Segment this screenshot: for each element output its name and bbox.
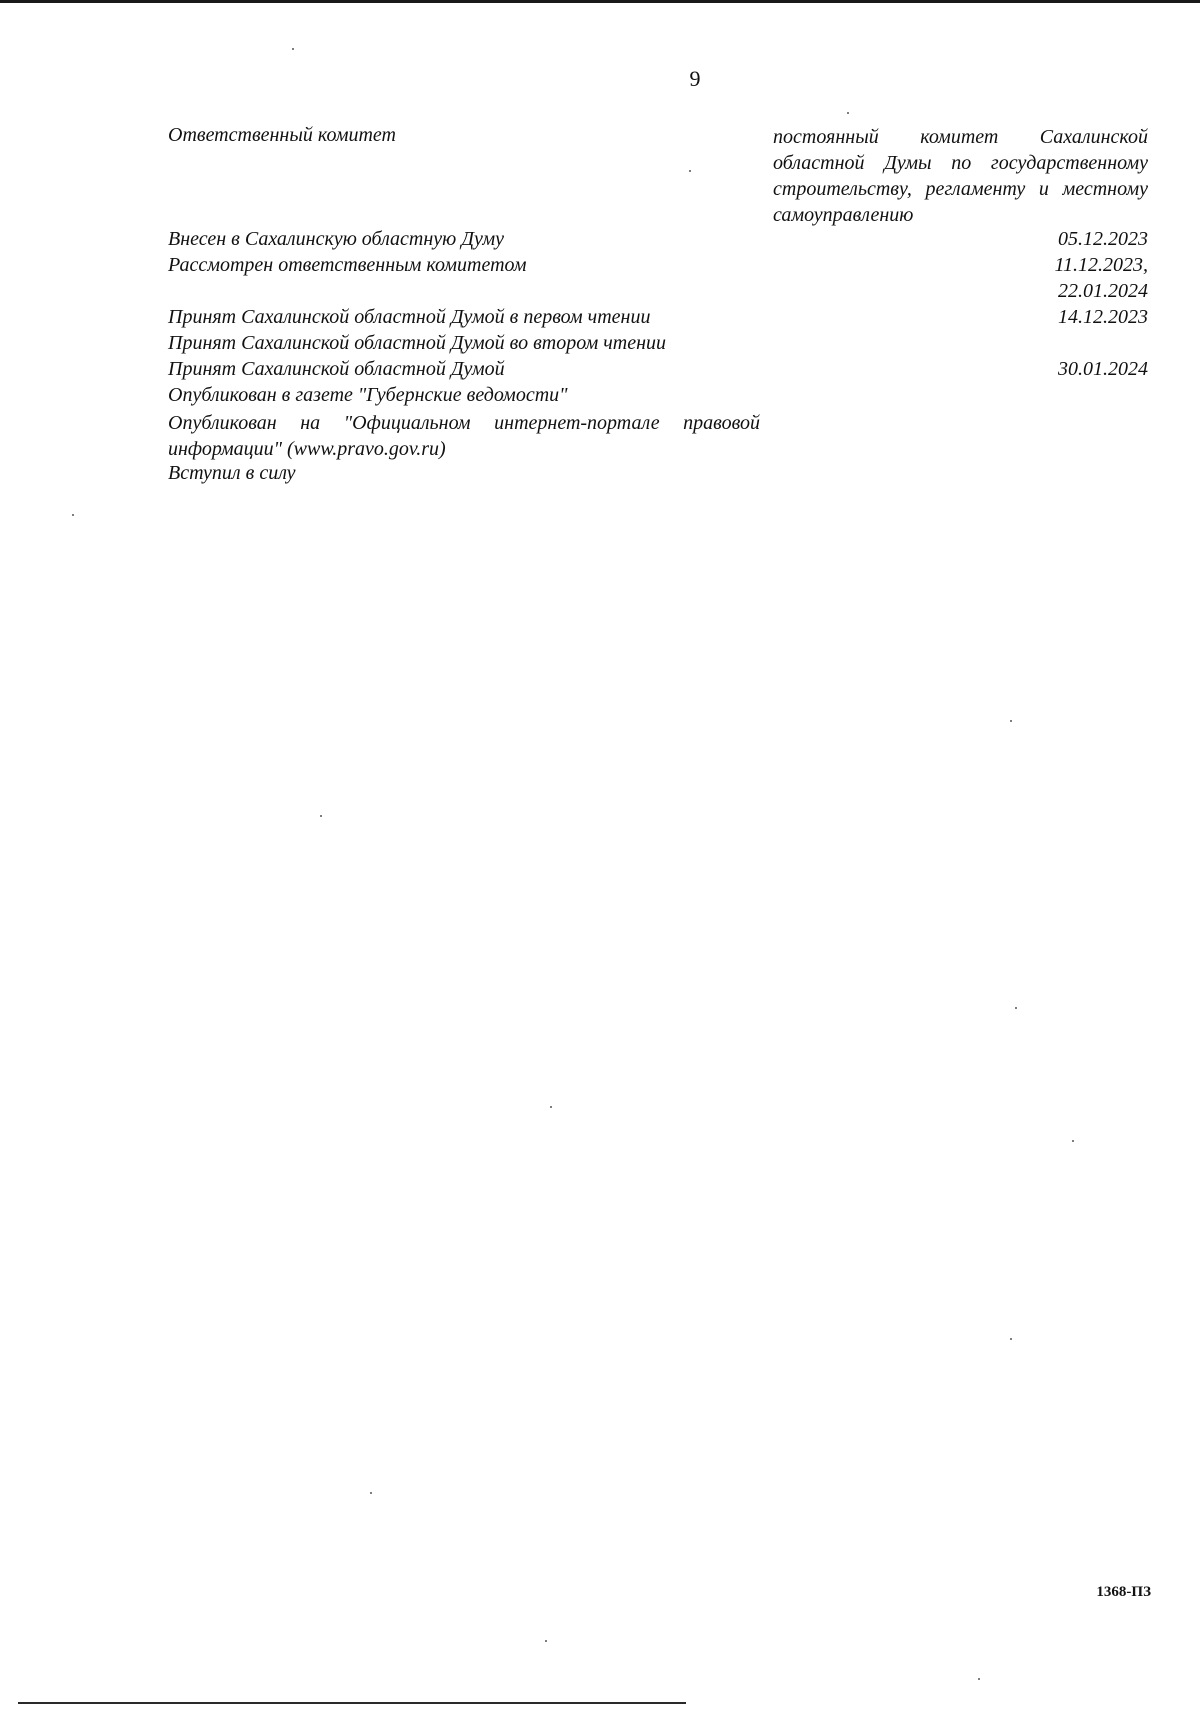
entered-into-force-label: Вступил в силу bbox=[168, 462, 296, 484]
scan-speck bbox=[847, 112, 849, 114]
scan-speck bbox=[1010, 720, 1012, 722]
scan-speck bbox=[1010, 1338, 1012, 1340]
scan-speck bbox=[320, 815, 322, 817]
submitted-date: 05.12.2023 bbox=[1058, 228, 1148, 250]
page-number: 9 bbox=[689, 66, 701, 91]
first-reading-date: 14.12.2023 bbox=[1058, 306, 1148, 328]
scan-edge-bottom bbox=[18, 1702, 686, 1704]
scan-speck bbox=[550, 1106, 552, 1108]
considered-label: Рассмотрен ответственным комитетом bbox=[168, 254, 527, 276]
scan-speck bbox=[689, 170, 691, 172]
scan-speck bbox=[978, 1678, 980, 1680]
first-reading-label: Принят Сахалинской областной Думой в первом чтении bbox=[168, 306, 651, 328]
scan-edge-top bbox=[0, 0, 1200, 3]
scan-speck bbox=[1072, 1140, 1074, 1142]
adopted-label: Принят Сахалинской областной Думой bbox=[168, 358, 505, 380]
scan-speck bbox=[370, 1492, 372, 1494]
responsible-committee-label: Ответственный комитет bbox=[168, 124, 396, 146]
published-newspaper-label: Опубликован в газете "Губернские ведомости" bbox=[168, 384, 568, 406]
document-code: 1368-ПЗ bbox=[1096, 1584, 1151, 1600]
submitted-label: Внесен в Сахалинскую областную Думу bbox=[168, 228, 505, 250]
considered-date-1: 11.12.2023, bbox=[1054, 254, 1148, 276]
scan-speck bbox=[1015, 1007, 1017, 1009]
scan-speck bbox=[545, 1640, 547, 1642]
adopted-date: 30.01.2024 bbox=[1058, 358, 1148, 380]
second-reading-label: Принят Сахалинской областной Думой во втором чтении bbox=[168, 332, 667, 354]
scan-speck bbox=[292, 48, 294, 50]
considered-date-2: 22.01.2024 bbox=[1058, 280, 1148, 302]
scan-speck bbox=[72, 514, 74, 516]
published-portal-label: Опубликован на "Официальном интернет-портале правовой информации" (www.pravo.gov.ru) bbox=[168, 412, 760, 460]
responsible-committee-value: постоянный комитет Сахалинской областной Думы по государственному строительству, регламенту и местному самоуправлению bbox=[773, 126, 1148, 226]
